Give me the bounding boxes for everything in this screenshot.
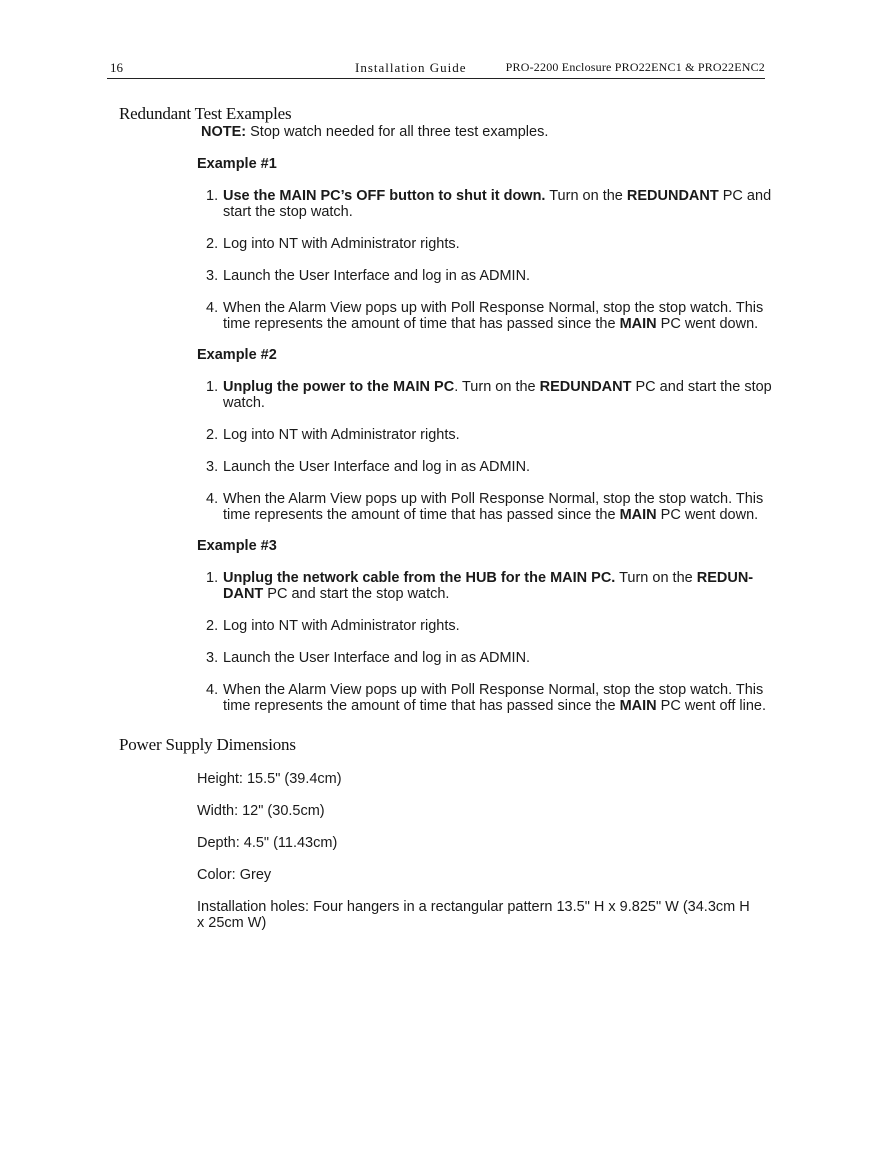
example-2 [197, 347, 777, 539]
step-number: 4. [206, 300, 219, 316]
step-number: 1. [206, 379, 219, 395]
step-text: Turn on the [545, 188, 627, 204]
step-bold-2: REDUNDANT [539, 379, 632, 395]
step-bold: Unplug the power to the MAIN PC [223, 379, 455, 395]
step-number: 1. [206, 570, 219, 586]
step-number: 4. [206, 682, 219, 698]
step-bold-2: REDUNDANT [626, 188, 719, 204]
note [201, 124, 548, 140]
step-number: 1. [206, 188, 219, 204]
step-number: 3. [206, 268, 219, 284]
step-text-2: PC and start the stop watch. [223, 188, 772, 220]
step-number: 2. [206, 427, 219, 443]
dim-installation-holes: Installation holes: Four hangers in a rectangular pattern 13.5" H x 9.825" W (34.3cm H x 25cm W) [197, 899, 750, 931]
step-bold-2: MAIN [619, 316, 657, 332]
step-text: Turn on the [615, 570, 697, 586]
step-item [197, 570, 777, 602]
step-number: 2. [206, 236, 219, 252]
step-list [197, 188, 777, 332]
step-bold-2: REDUN-DANT [223, 570, 754, 602]
step-text: Log into NT with Administrator rights. [223, 236, 460, 252]
step-item [197, 268, 777, 284]
step-item [197, 491, 777, 523]
step-item [197, 379, 777, 411]
example-heading: Example #2 [197, 347, 277, 363]
step-text: When the Alarm View pops up with Poll Response Normal, stop the stop watch. This time represents the amount of time that has passed since the [223, 682, 764, 714]
step-item [197, 618, 777, 634]
step-number: 4. [206, 491, 219, 507]
step-text-2: PC went off line. [656, 698, 766, 714]
step-text: Launch the User Interface and log in as ADMIN. [223, 650, 531, 666]
power-dimensions [197, 771, 757, 947]
step-item [197, 188, 777, 220]
section-title-power: Power Supply Dimensions [119, 735, 296, 754]
example-heading: Example #3 [197, 538, 277, 554]
step-bold-2: MAIN [619, 507, 657, 523]
step-text: Log into NT with Administrator rights. [223, 618, 460, 634]
example-1 [197, 156, 777, 348]
step-list [197, 379, 777, 523]
step-number: 3. [206, 650, 219, 666]
guide-title: Installation Guide [355, 60, 467, 75]
step-text: Log into NT with Administrator rights. [223, 427, 460, 443]
step-number: 3. [206, 459, 219, 475]
dim-width: Width: 12" (30.5cm) [197, 803, 325, 819]
step-bold: Use the MAIN PC’s OFF button to shut it down. [223, 188, 546, 204]
page-header [107, 60, 765, 79]
step-bold-2: MAIN [619, 698, 657, 714]
dim-height: Height: 15.5" (39.4cm) [197, 771, 342, 787]
step-number: 2. [206, 618, 219, 634]
step-item [197, 236, 777, 252]
note-text: Stop watch needed for all three test examples. [246, 124, 549, 140]
step-item [197, 459, 777, 475]
step-text-2: PC went down. [656, 316, 759, 332]
step-text: . Turn on the [454, 379, 540, 395]
page-number: 16 [110, 60, 123, 75]
step-item [197, 427, 777, 443]
step-bold: Unplug the network cable from the HUB for the MAIN PC. [223, 570, 616, 586]
dim-color: Color: Grey [197, 867, 272, 883]
example-3 [197, 538, 777, 730]
step-text: When the Alarm View pops up with Poll Response Normal, stop the stop watch. This time represents the amount of time that has passed since the [223, 300, 764, 332]
note-label: NOTE: [201, 124, 247, 140]
step-text: Launch the User Interface and log in as ADMIN. [223, 459, 531, 475]
step-list [197, 570, 777, 714]
example-heading: Example #1 [197, 156, 277, 172]
section-title-redundant: Redundant Test Examples [119, 104, 292, 123]
step-text-2: PC went down. [656, 507, 759, 523]
step-item [197, 650, 777, 666]
step-text-2: PC and start the stop watch. [263, 586, 450, 602]
step-item [197, 682, 777, 714]
dim-depth: Depth: 4.5" (11.43cm) [197, 835, 338, 851]
step-item [197, 300, 777, 332]
step-text: Launch the User Interface and log in as ADMIN. [223, 268, 531, 284]
product-title: PRO-2200 Enclosure PRO22ENC1 & PRO22ENC2 [505, 60, 765, 74]
step-text-2: PC and start the stop watch. [223, 379, 772, 411]
step-text: When the Alarm View pops up with Poll Response Normal, stop the stop watch. This time represents the amount of time that has passed since the [223, 491, 764, 523]
